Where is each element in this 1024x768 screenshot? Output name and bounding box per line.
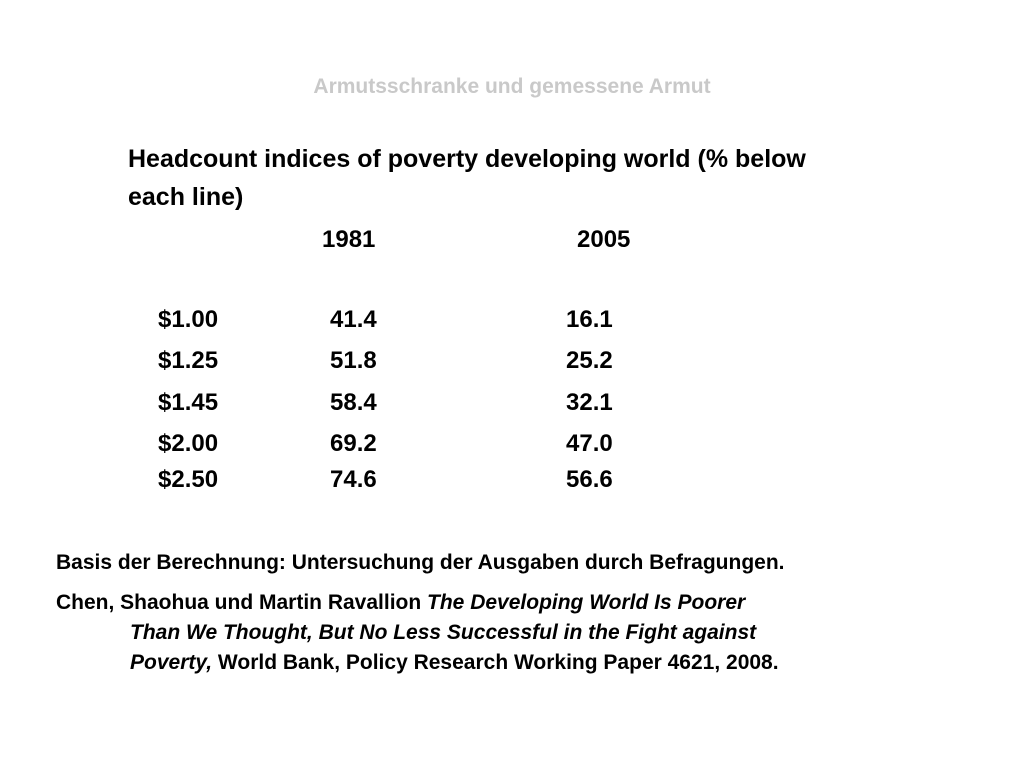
citation-line-2 [56, 618, 779, 648]
citation-line-1 [56, 588, 779, 618]
poverty-line-cell: $1.00 [158, 306, 219, 333]
column-header-1981: 1981 [322, 226, 376, 253]
citation-title-part-3: Poverty, [130, 651, 213, 674]
value-2005-cell: 56.6 [566, 466, 613, 493]
citation-authors: Chen, Shaohua und Martin Ravallion [56, 591, 428, 614]
value-1981-cell: 58.4 [330, 389, 377, 416]
poverty-line-cell: $2.00 [158, 430, 219, 457]
value-2005-cell: 47.0 [566, 430, 613, 457]
citation-publisher: World Bank, Policy Research Working Paper 4621, 2008. [212, 651, 779, 674]
value-1981-cell: 41.4 [330, 306, 377, 333]
poverty-line-cell: $2.50 [158, 466, 219, 493]
citation-title-part-2: Than We Thought, But No Less Successful in the Fight against [130, 621, 757, 644]
table-heading-line-2: each line) [128, 183, 244, 211]
poverty-line-cell: $1.45 [158, 389, 219, 416]
poverty-line-cell: $1.25 [158, 347, 219, 374]
value-2005-cell: 32.1 [566, 389, 613, 416]
value-1981-cell: 69.2 [330, 430, 377, 457]
table-heading-line-1: Headcount indices of poverty developing world (% below [128, 145, 806, 173]
slide-title: Armutsschranke und gemessene Armut [313, 75, 711, 98]
value-2005-cell: 25.2 [566, 347, 613, 374]
value-1981-cell: 74.6 [330, 466, 377, 493]
value-2005-cell: 16.1 [566, 306, 613, 333]
column-header-2005: 2005 [577, 226, 631, 253]
value-1981-cell: 51.8 [330, 347, 377, 374]
citation [56, 588, 779, 678]
citation-title-part-1: The Developing World Is Poorer [427, 591, 746, 614]
citation-line-3 [56, 648, 779, 678]
basis-note: Basis der Berechnung: Untersuchung der Ausgaben durch Befragungen. [56, 551, 785, 574]
table-heading [128, 140, 806, 216]
